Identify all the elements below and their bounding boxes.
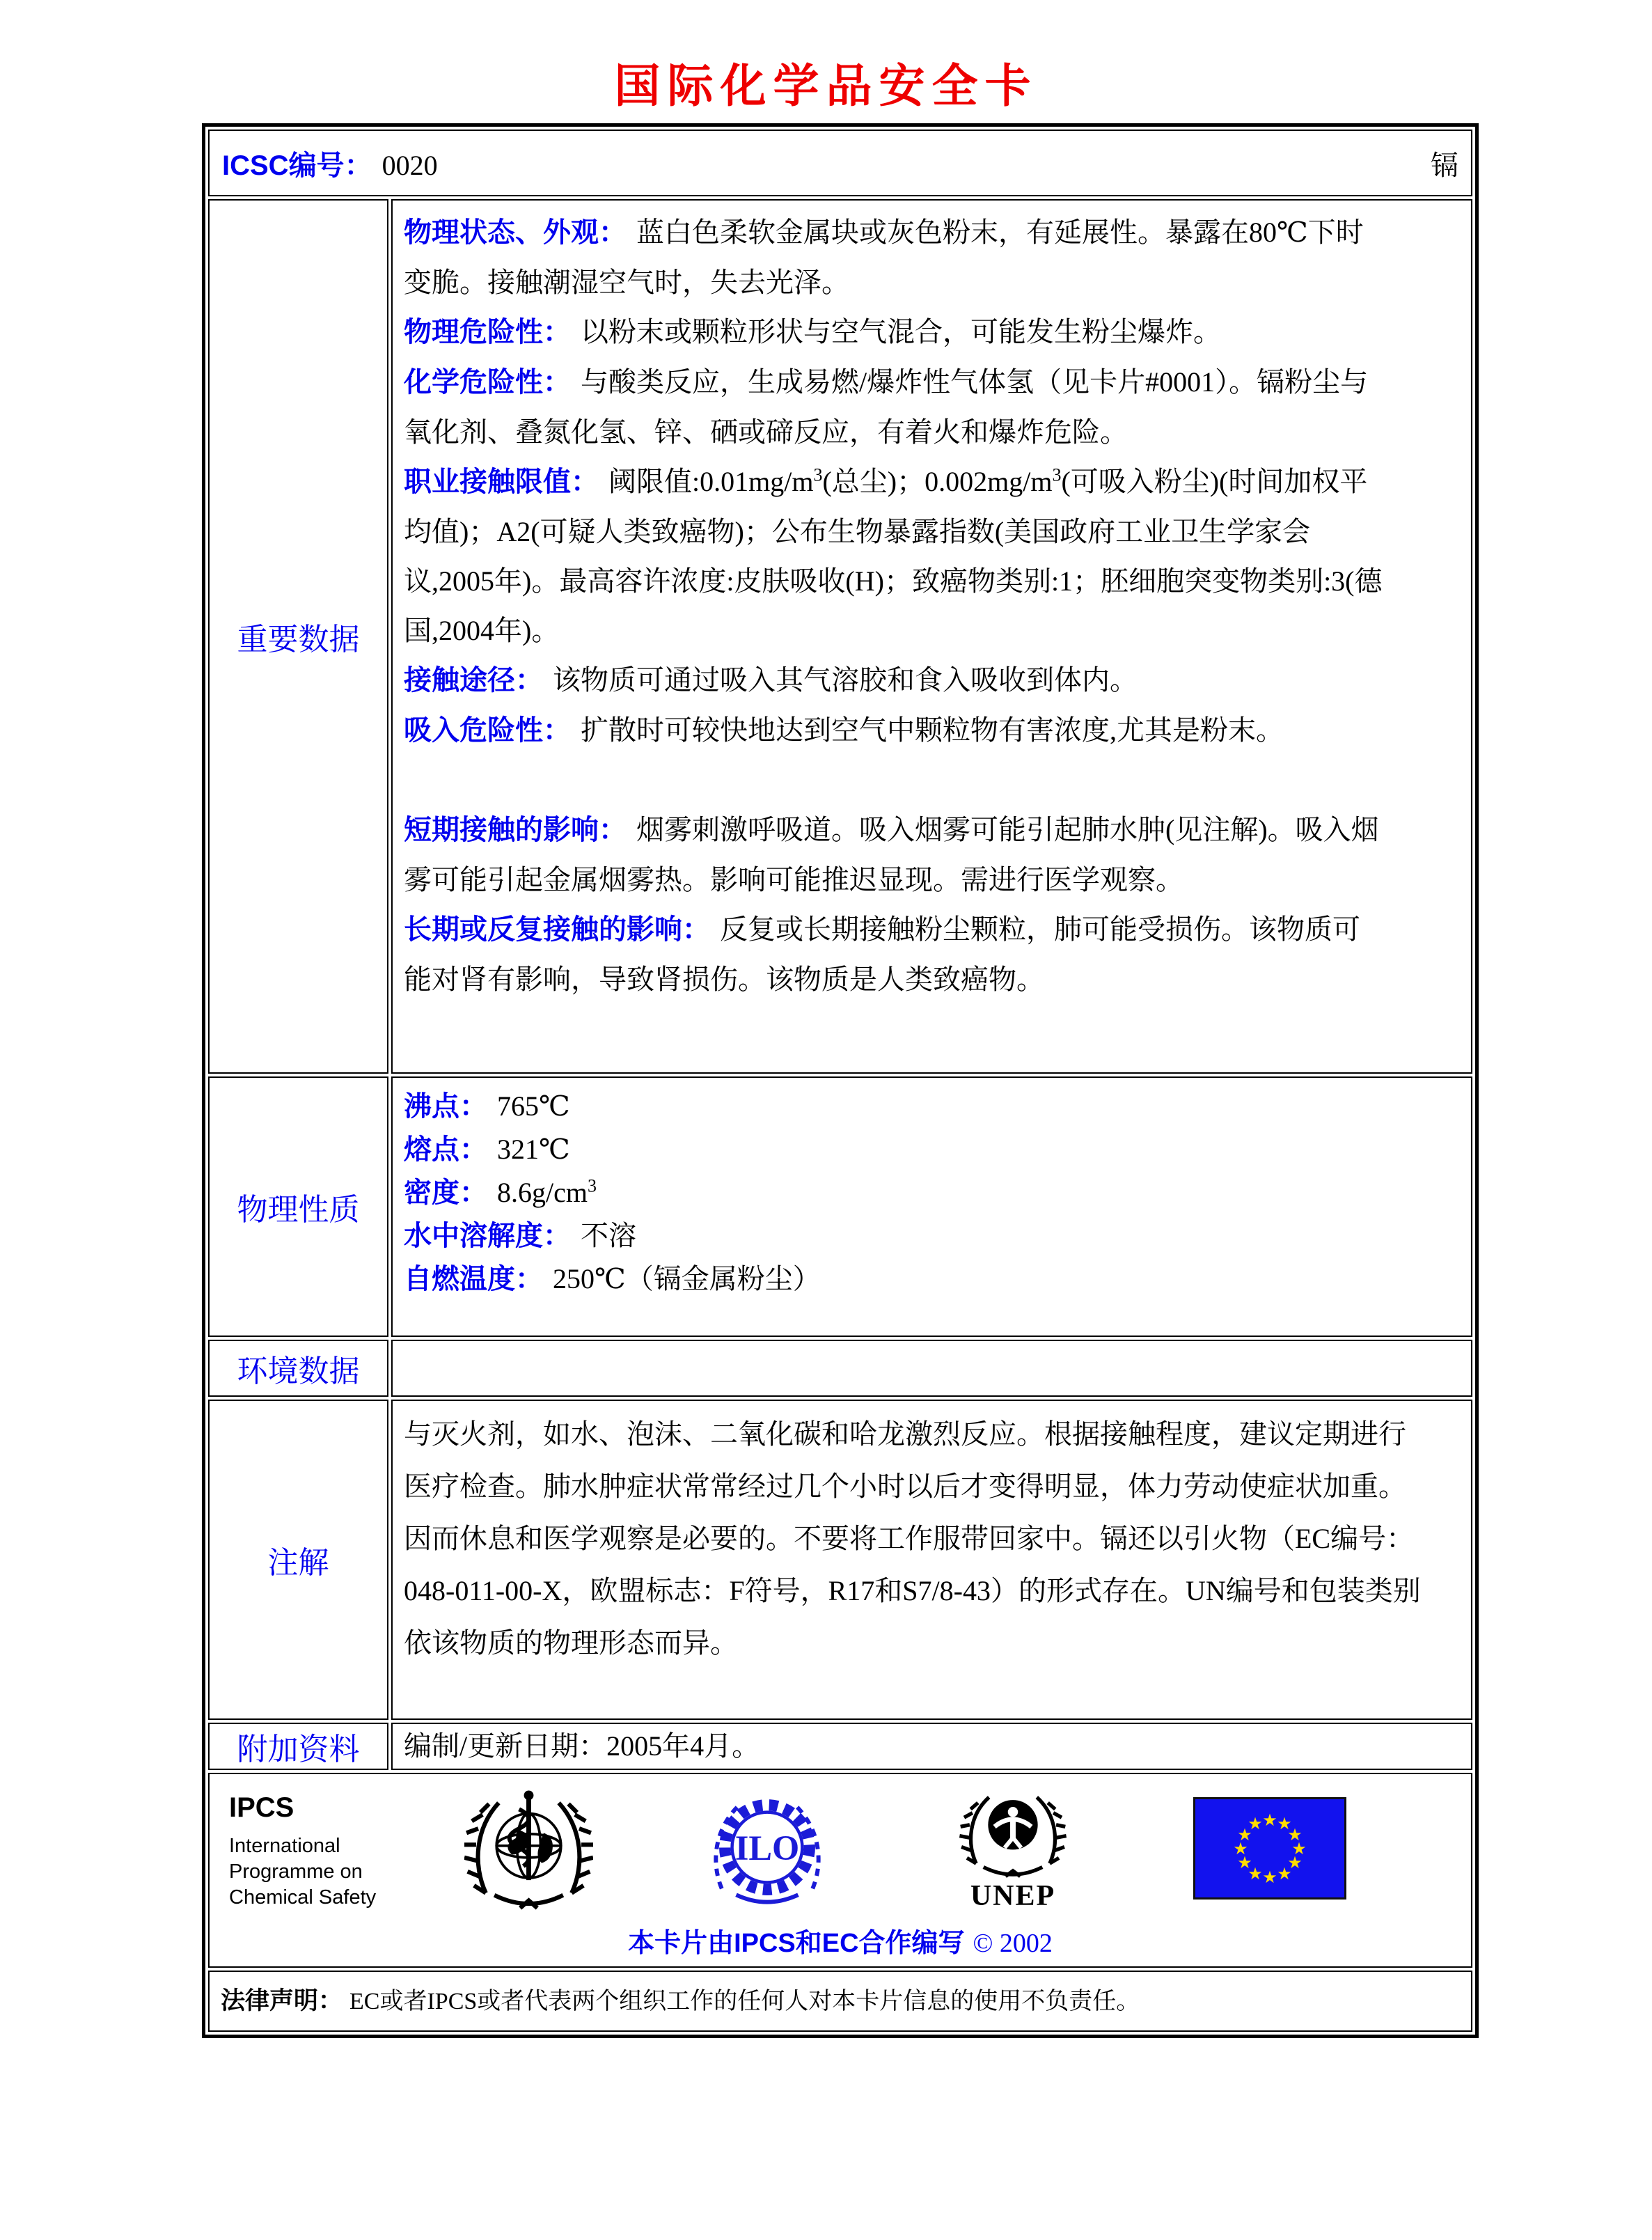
svg-text:★: ★	[1291, 1839, 1307, 1858]
cooperation-caption	[210, 1921, 1471, 1959]
svg-text:★: ★	[1277, 1814, 1292, 1833]
copyright-year: © 2002	[973, 1929, 1053, 1958]
svg-text:★: ★	[1262, 1810, 1277, 1830]
unep-wordmark: UNEP	[970, 1880, 1056, 1912]
ilo-logo-icon	[705, 1787, 829, 1915]
section-label-notes: 注解	[208, 1400, 388, 1720]
section-label-additional-information: 附加资料	[208, 1723, 388, 1770]
svg-text:★: ★	[1287, 1853, 1303, 1872]
row-physical-properties	[208, 1076, 1472, 1337]
svg-text:★: ★	[1287, 1825, 1303, 1845]
row-environmental-data	[208, 1340, 1472, 1397]
svg-text:★: ★	[1277, 1864, 1292, 1883]
header-row	[208, 130, 1472, 196]
legal-notice-label: 法律声明：	[221, 1987, 343, 2014]
cooperation-caption-text: 本卡片由IPCS和EC合作编写	[628, 1929, 965, 1958]
ipcs-subtitle-line3: Chemical Safety	[229, 1886, 377, 1909]
legal-notice-cell	[208, 1971, 1472, 2032]
row-legal-notice	[208, 1971, 1472, 2032]
section-label-environmental-data: 环境数据	[208, 1340, 388, 1397]
ipcs-subtitle-line2: Programme on	[229, 1861, 363, 1883]
section-label-physical-properties: 物理性质	[208, 1076, 388, 1337]
svg-text:★: ★	[1248, 1814, 1263, 1833]
section-content-physical-properties: 沸点： 765℃ 熔点： 321℃ 密度： $8.6g/cm^3$ 水中溶解度： 不溶 自燃温度： 250℃（镉金属粉尘）	[391, 1076, 1472, 1337]
svg-text:★: ★	[1237, 1825, 1252, 1845]
ipcs-acronym: IPCS	[229, 1792, 294, 1823]
row-additional-information	[208, 1723, 1472, 1770]
section-content-environmental-data	[391, 1340, 1472, 1397]
icsc-number-value: 0020	[381, 149, 438, 181]
ilo-monogram: ILO	[734, 1828, 800, 1867]
section-content-important-data: 物理状态、外观： 蓝白色柔软金属块或灰色粉末，有延展性。暴露在80℃下时变脆。接触潮湿空气时，失去光泽。 物理危险性： 以粉末或颗粒形状与空气混合，可能发生粉尘爆炸。 化学危险性： 与酸类反应，生成易燃/爆炸性气体氢（见卡片#0001）。镉粉尘与氧化剂、叠氮化氢、锌、硒或碲反应，有着火和爆炸危险。 职业接触限值： 阈限值$:0.01mg/m^3$(总尘)；$0.002mg/m^3$(可吸入粉尘)(时间加权平均值)；A2(可疑人类致癌物)；公布生物暴露指数(美国政府工业卫生学家会议,2005年)。最高容许浓度:皮肤吸收(H)；致癌物类别:1；胚细胞突变物类别:3(德国,2004年)。 接触途径： 该物质可通过吸入其气溶胶和食入吸收到体内。 吸入危险性： 扩散时可较快地达到空气中颗粒物有害浓度,尤其是粉末。 短期接触的影响： 烟雾刺激呼吸道。吸入烟雾可能引起肺水肿(见注解)。吸入烟雾可能引起金属烟雾热。影响可能推迟显现。需进行医学观察。 长期或反复接触的影响： 反复或长期接触粉尘颗粒，肺可能受损伤。该物质可能对肾有影响，导致肾损伤。该物质是人类致癌物。	[391, 199, 1472, 1074]
section-label-important-data: 重要数据	[208, 199, 388, 1074]
row-important-data	[208, 199, 1472, 1074]
eu-flag-icon	[1193, 1797, 1346, 1903]
row-organizations	[208, 1773, 1472, 1968]
svg-text:★: ★	[1248, 1864, 1263, 1883]
legal-notice-text: EC或者IPCS或者代表两个组织工作的任何人对本卡片信息的使用不负责任。	[349, 1988, 1140, 2014]
unep-logo-icon	[950, 1783, 1076, 1913]
section-content-notes: 与灭火剂，如水、泡沫、二氧化碳和哈龙激烈反应。根据接触程度，建议定期进行医疗检查。肺水肿症状常常经过几个小时以后才变得明显，体力劳动使症状加重。因而休息和医学观察是必要的。不要将工作服带回家中。镉还以引火物（EC编号：048-011-00-X，欧盟标志：F符号，R17和S7/8-43）的形式存在。UN编号和包装类别依该物质的物理形态而异。	[391, 1400, 1472, 1720]
page-title: 国际化学品安全卡	[614, 61, 1038, 112]
svg-text:★: ★	[1233, 1839, 1248, 1858]
icsc-table	[202, 123, 1479, 2038]
substance-name: 镉	[1431, 149, 1458, 181]
header-cell	[208, 130, 1472, 196]
ipcs-subtitle-line1: International	[229, 1835, 340, 1857]
who-logo-icon	[464, 1781, 593, 1922]
organizations-cell	[208, 1773, 1472, 1968]
svg-text:★: ★	[1237, 1853, 1252, 1872]
ipcs-text-block	[229, 1792, 376, 1911]
section-content-additional-information: 编制/更新日期：2005年4月。	[391, 1723, 1472, 1770]
icsc-number-label: ICSC编号：	[222, 150, 372, 181]
row-notes	[208, 1400, 1472, 1720]
svg-text:★: ★	[1262, 1867, 1277, 1887]
